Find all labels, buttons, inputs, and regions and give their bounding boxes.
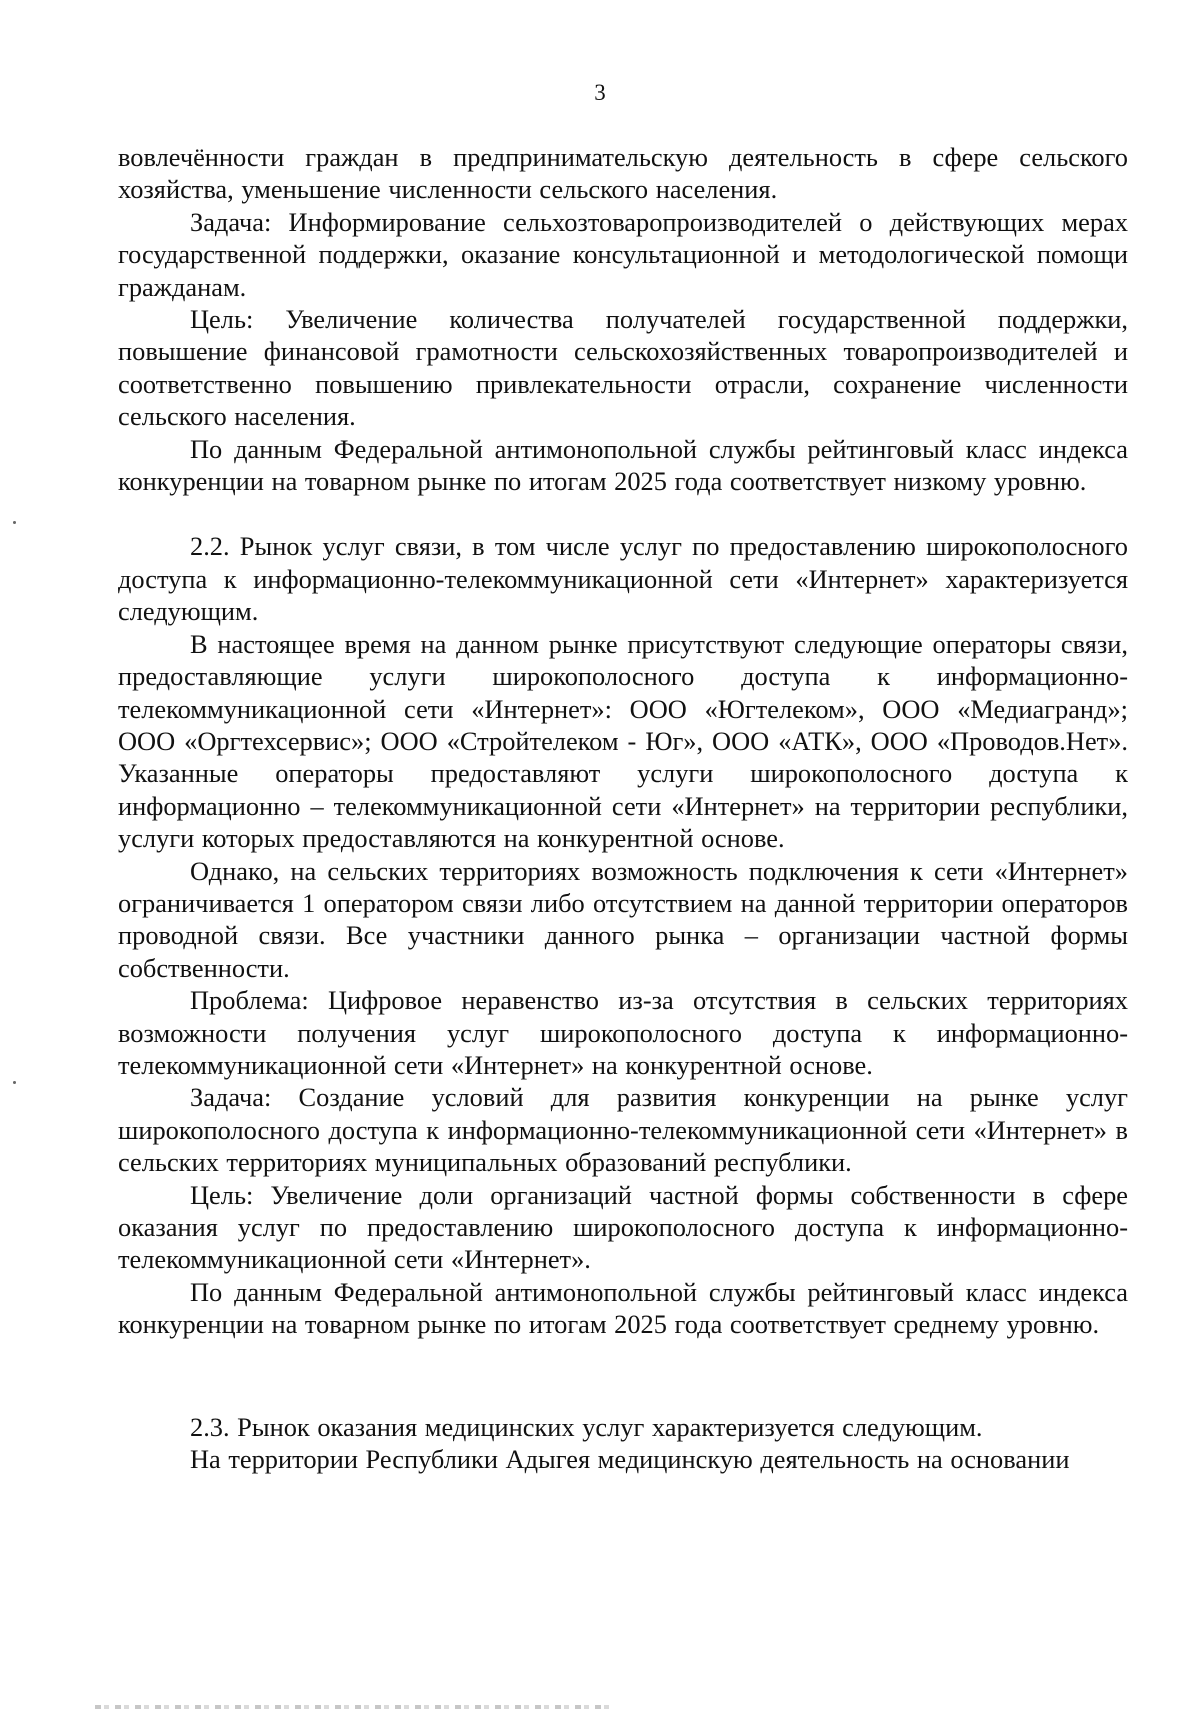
section-spacer: [118, 497, 1128, 530]
paragraph: На территории Республики Адыгея медицинскую деятельность на основании: [190, 1444, 1070, 1475]
section-heading-2-2: 2.2. Рынок услуг связи, в том числе услуг по предоставлению широкополосного доступа к информационно-телекоммуникационной сети «Интернет» характеризуется следующим.: [118, 531, 1128, 627]
scan-edge-artifact: [95, 1705, 615, 1709]
paragraph: По данным Федеральной антимонопольной службы рейтинговый класс индекса конкуренции на товарном рынке по итогам 2025 года соответствует среднему уровню.: [118, 1276, 1128, 1340]
paragraph: По данным Федеральной антимонопольной службы рейтинговый класс индекса конкуренции на товарном рынке по итогам 2025 года соответствует низкому уровню.: [118, 433, 1128, 497]
margin-mark: [13, 521, 16, 524]
paragraph: Цель: Увеличение доли организаций частной формы собственности в сфере оказания услуг по предоставлению широкополосного доступа к информационно-телекоммуникационной сети «Интернет».: [118, 1179, 1128, 1275]
section-spacer: [118, 1341, 1128, 1411]
paragraph: вовлечённости граждан в предпринимательскую деятельность в сфере сельского хозяйства, уменьшение численности сельского населения.: [118, 142, 1128, 205]
paragraph: Проблема: Цифровое неравенство из-за отсутствия в сельских территориях возможности получения услуг широкополосного доступа к информационно-телекоммуникационной сети «Интернет» на конкурентной основе.: [118, 985, 1128, 1080]
paragraph: Задача: Информирование сельхозтоваропроизводителей о действующих мерах государственной поддержки, оказание консультационной и методологической помощи гражданам.: [118, 206, 1128, 302]
margin-mark: [13, 1081, 16, 1084]
paragraph: Цель: Увеличение количества получателей государственной поддержки, повышение финансовой грамотности сельскохозяйственных товаропроизводителей и соответственно повышению привлекательности отрасли, сохранение численности сельского населения.: [118, 304, 1128, 432]
paragraph: Однако, на сельских территориях возможность подключения к сети «Интернет» ограничивается 1 оператором связи либо отсутствием на данной территории операторов проводной связи. Все участники данного рынка – организации частной формы собственности.: [118, 855, 1128, 983]
document-body: [118, 141, 1128, 1475]
section-heading-2-3: 2.3. Рынок оказания медицинских услуг характеризуется следующим.: [190, 1411, 983, 1442]
page-number: 3: [594, 80, 606, 105]
paragraph: Задача: Создание условий для развития конкуренции на рынке услуг широкополосного доступа к информационно-телекоммуникационной сети «Интернет» в сельских территориях муниципальных образований республики.: [118, 1082, 1128, 1178]
paragraph: В настоящее время на данном рынке присутствуют следующие операторы связи, предоставляющие услуги широкополосного доступа к информационно-телекоммуникационной сети «Интернет»: ООО «Югтелеком», ООО «Медиагранд»; ООО «Оргтехсервис»; ООО «Стройтелеком - Юг», ООО «АТК», ООО «Проводов.Нет». Указанные операторы предоставляют услуги широкополосного доступа к информационно – телекоммуникационной сети «Интернет» на территории республики, услуги которых предоставляются на конкурентной основе.: [118, 628, 1128, 854]
